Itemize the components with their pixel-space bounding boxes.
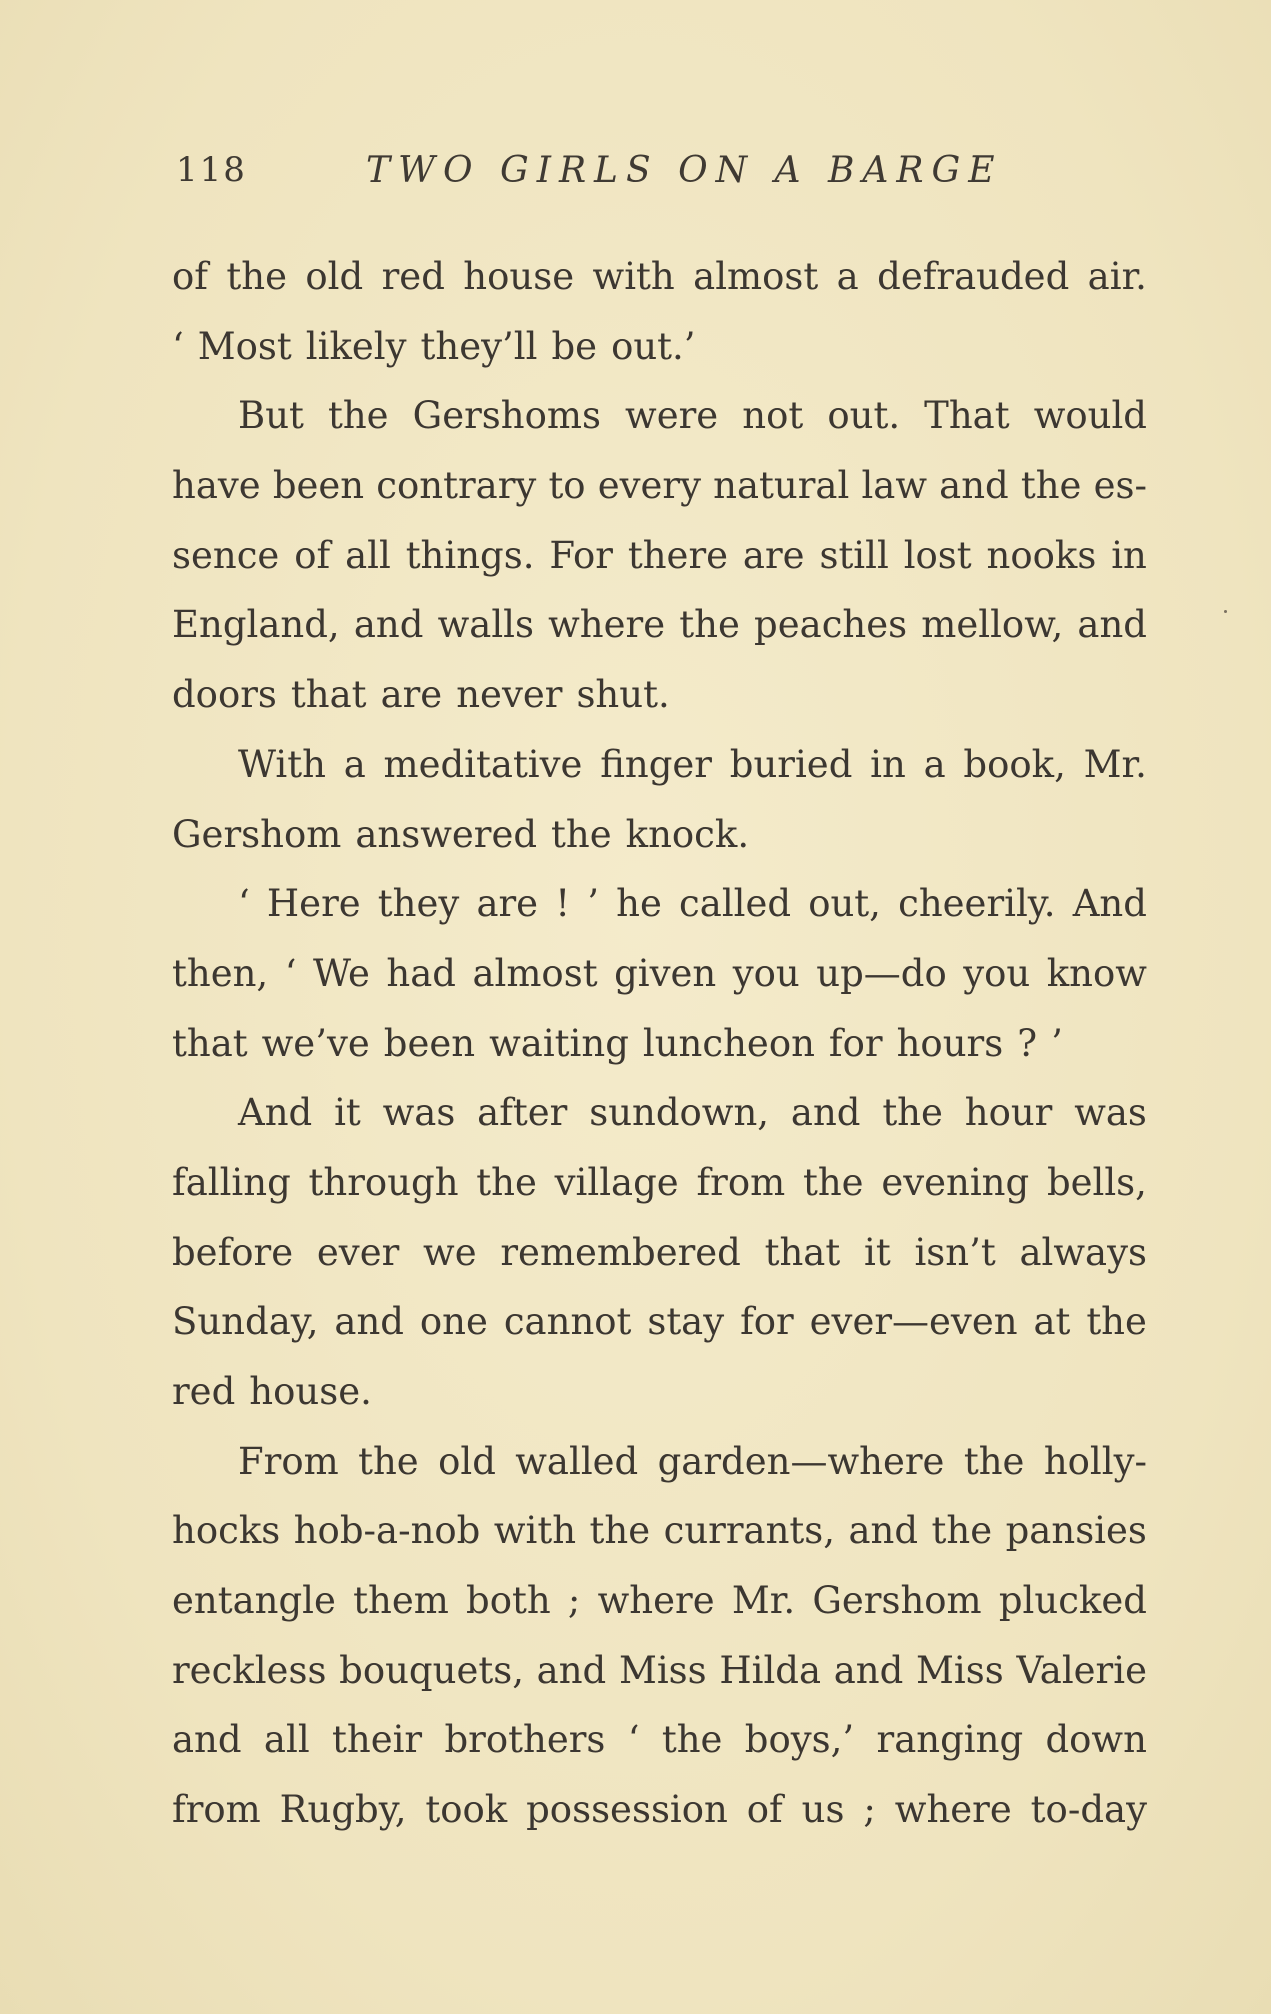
- word: in: [1111, 533, 1147, 577]
- text-line: [172, 1705, 1147, 1775]
- word: at: [1033, 1300, 1071, 1344]
- word: old: [438, 1439, 496, 1483]
- word: know: [1046, 951, 1147, 995]
- word: where: [597, 1579, 715, 1623]
- word: and: [833, 1648, 904, 1692]
- text-line: [172, 1009, 1147, 1079]
- word: evening: [881, 1160, 1030, 1204]
- word: Mr.: [1083, 742, 1147, 786]
- word: be: [551, 324, 598, 368]
- text-line: [172, 521, 1147, 591]
- word: been: [383, 1021, 476, 1065]
- word: the: [661, 1718, 723, 1762]
- word: luncheon: [642, 1021, 815, 1065]
- word: and: [1077, 603, 1147, 647]
- word: the: [226, 255, 287, 298]
- word: possession: [526, 1788, 728, 1832]
- word: always: [1019, 1230, 1147, 1274]
- word: ‘: [627, 1718, 640, 1762]
- word: where: [548, 603, 666, 647]
- text-line: [172, 451, 1147, 521]
- word: ranging: [876, 1718, 1024, 1762]
- word: and: [172, 1718, 242, 1762]
- word: the: [1086, 1300, 1147, 1344]
- word: and: [334, 1300, 404, 1344]
- word: the: [358, 1439, 419, 1483]
- text-line: [172, 1427, 1147, 1497]
- word: Miss: [618, 1648, 707, 1692]
- word: bells,: [1046, 1160, 1147, 1204]
- word: peaches: [754, 603, 908, 647]
- word: sundown,: [589, 1091, 770, 1135]
- word: Sunday,: [172, 1300, 319, 1344]
- word: out,: [808, 882, 881, 926]
- word: cannot: [503, 1300, 632, 1344]
- word: house.: [249, 1370, 372, 1413]
- text-line: [172, 869, 1147, 939]
- word: they’ll: [420, 324, 538, 368]
- word: air.: [1087, 255, 1147, 298]
- word: meditative: [383, 742, 583, 786]
- word: for: [828, 1021, 883, 1065]
- word: you: [732, 951, 800, 995]
- word: the: [1020, 464, 1082, 508]
- word: We: [312, 951, 370, 995]
- word: out.’: [611, 324, 696, 368]
- word: cheerily.: [898, 882, 1056, 926]
- text-line: [172, 1357, 1147, 1427]
- word: from: [172, 1788, 261, 1832]
- word: From: [238, 1439, 339, 1483]
- word: a: [923, 742, 946, 786]
- word: of: [294, 533, 331, 577]
- word: things.: [405, 533, 535, 577]
- word: for: [740, 1300, 794, 1344]
- word: ?: [1017, 1021, 1038, 1065]
- word: ’: [587, 882, 600, 926]
- word: to: [548, 464, 586, 508]
- word: never: [456, 673, 563, 717]
- word: stay: [647, 1300, 725, 1344]
- text-line: [172, 1287, 1147, 1357]
- word: buried: [729, 742, 853, 786]
- word: that: [764, 1230, 841, 1274]
- word: the: [589, 1509, 651, 1553]
- word: ;: [863, 1788, 876, 1832]
- text-line: [172, 1636, 1147, 1706]
- word: with: [493, 1509, 577, 1553]
- word: the: [931, 1509, 993, 1553]
- word: before: [172, 1230, 294, 1274]
- word: mellow,: [921, 603, 1064, 647]
- word: a: [836, 255, 859, 298]
- word: For: [549, 533, 613, 577]
- word: Mr.: [731, 1579, 796, 1623]
- word: and: [848, 1509, 919, 1553]
- text-line: [172, 1218, 1147, 1288]
- word: was: [382, 1091, 456, 1135]
- word: and: [353, 603, 424, 647]
- word: we’ve: [261, 1021, 370, 1065]
- word: Gershom: [172, 812, 342, 856]
- word: not: [742, 394, 804, 438]
- word: called: [679, 882, 792, 926]
- word: Gershoms: [412, 394, 601, 438]
- word: !: [555, 882, 571, 926]
- word: walled: [515, 1439, 639, 1483]
- word: That: [924, 394, 1010, 438]
- word: the: [551, 812, 612, 856]
- word: we: [423, 1230, 477, 1274]
- word: England,: [172, 603, 340, 647]
- word: old: [305, 255, 364, 298]
- word: up—do: [816, 951, 947, 995]
- running-title: TWO GIRLS ON A BARGE: [366, 150, 1003, 191]
- word: through: [308, 1160, 459, 1204]
- word: defrauded: [877, 255, 1070, 298]
- word: from: [696, 1160, 786, 1204]
- word: ‘: [238, 882, 250, 926]
- word: ‘: [284, 951, 297, 995]
- word: their: [332, 1718, 423, 1762]
- word: where: [894, 1788, 1012, 1832]
- word: Here: [266, 882, 361, 926]
- word: both: [466, 1579, 551, 1623]
- word: Valerie: [1016, 1648, 1147, 1692]
- word: ‘: [172, 324, 184, 368]
- word: plucked: [998, 1579, 1147, 1623]
- word: the: [882, 1091, 943, 1135]
- word: Rugby,: [279, 1788, 407, 1832]
- text-line: [172, 1078, 1147, 1148]
- word: brothers: [444, 1718, 606, 1762]
- word: and: [536, 1648, 607, 1692]
- word: currants,: [663, 1509, 836, 1553]
- page-number: 118: [176, 150, 247, 190]
- word: hocks: [172, 1509, 281, 1553]
- word: remembered: [500, 1230, 741, 1274]
- word: he: [616, 882, 662, 926]
- word: law: [861, 464, 928, 508]
- word: with: [592, 255, 675, 298]
- word: took: [425, 1788, 508, 1832]
- word: holly-: [1043, 1439, 1147, 1483]
- text-line: [172, 939, 1147, 1009]
- paper-speck: [1224, 610, 1227, 613]
- word: shut.: [576, 673, 670, 717]
- word: contrary: [376, 464, 537, 508]
- word: the: [802, 1160, 864, 1204]
- word: have: [172, 464, 261, 508]
- text-line: [172, 242, 1147, 312]
- word: been: [272, 464, 365, 508]
- word: hours: [896, 1021, 1004, 1065]
- word: of: [746, 1788, 783, 1832]
- word: it: [334, 1091, 361, 1135]
- word: knock.: [625, 812, 750, 856]
- word: a: [343, 742, 366, 786]
- word: natural: [713, 464, 850, 508]
- word: and: [939, 464, 1009, 508]
- word: finger: [600, 742, 712, 786]
- word: had: [386, 951, 456, 995]
- word: still: [819, 533, 889, 577]
- word: bouquets,: [339, 1648, 524, 1692]
- word: after: [477, 1091, 568, 1135]
- word: But: [238, 394, 304, 438]
- word: sence: [172, 533, 280, 577]
- word: ever—even: [809, 1300, 1018, 1344]
- word: entangle: [172, 1579, 336, 1623]
- word: doors: [172, 673, 277, 717]
- word: there: [627, 533, 729, 577]
- word: nooks: [986, 533, 1097, 577]
- word: reckless: [172, 1648, 327, 1692]
- word: And: [238, 1091, 313, 1135]
- text-line: [172, 800, 1147, 870]
- word: are: [742, 533, 805, 577]
- word: es-: [1093, 464, 1147, 508]
- text-line: [172, 660, 1147, 730]
- word: and: [790, 1091, 861, 1135]
- word: us: [801, 1788, 845, 1832]
- text-line: [172, 1496, 1147, 1566]
- word: all: [263, 1718, 310, 1762]
- word: garden—where: [657, 1439, 945, 1483]
- word: down: [1045, 1718, 1147, 1762]
- text-line: [172, 730, 1147, 800]
- word: almost: [693, 255, 819, 298]
- word: ’: [1051, 1021, 1063, 1065]
- word: likely: [305, 324, 407, 368]
- word: walls: [437, 603, 534, 647]
- word: are: [476, 882, 539, 926]
- word: Hilda: [719, 1648, 822, 1692]
- word: that: [172, 1021, 248, 1065]
- body-text: [172, 242, 1147, 1845]
- word: of: [172, 255, 208, 298]
- word: in: [870, 742, 906, 786]
- word: red: [172, 1370, 236, 1413]
- word: almost: [472, 951, 598, 995]
- word: to-day: [1030, 1788, 1147, 1832]
- word: are: [380, 673, 443, 717]
- word: every: [597, 464, 702, 508]
- word: falling: [172, 1160, 291, 1204]
- text-line: [172, 1566, 1147, 1636]
- word: book,: [963, 742, 1066, 786]
- text-line: [172, 590, 1147, 660]
- word: ;: [567, 1579, 581, 1623]
- word: it: [864, 1230, 891, 1274]
- word: the: [963, 1439, 1025, 1483]
- word: one: [419, 1300, 488, 1344]
- word: then,: [172, 951, 269, 995]
- word: you: [963, 951, 1031, 995]
- word: them: [353, 1579, 449, 1623]
- word: all: [345, 533, 391, 577]
- word: village: [554, 1160, 679, 1204]
- text-line: [172, 1148, 1147, 1218]
- text-line: [172, 312, 1147, 382]
- word: would: [1033, 394, 1147, 438]
- word: Gershom: [812, 1579, 982, 1623]
- text-line: [172, 1775, 1147, 1845]
- running-head: [176, 150, 1151, 200]
- word: Miss: [916, 1648, 1004, 1692]
- word: pansies: [1005, 1509, 1147, 1553]
- word: hob-a-nob: [293, 1509, 481, 1553]
- word: the: [476, 1160, 537, 1204]
- word: that: [290, 673, 367, 717]
- word: answered: [355, 812, 538, 856]
- word: isn’t: [914, 1230, 996, 1274]
- text-line: [172, 381, 1147, 451]
- word: the: [679, 603, 740, 647]
- word: waiting: [489, 1021, 629, 1065]
- word: was: [1074, 1091, 1147, 1135]
- word: And: [1072, 882, 1147, 926]
- word: the: [327, 394, 389, 438]
- word: With: [238, 742, 326, 786]
- word: hour: [964, 1091, 1053, 1135]
- word: red: [381, 255, 445, 298]
- word: were: [625, 394, 719, 438]
- word: they: [377, 882, 460, 926]
- word: Most: [197, 324, 292, 368]
- word: given: [614, 951, 717, 995]
- word: out.: [827, 394, 901, 438]
- word: ever: [316, 1230, 400, 1274]
- word: boys,’: [744, 1718, 855, 1762]
- word: lost: [903, 533, 972, 577]
- word: house: [463, 255, 575, 298]
